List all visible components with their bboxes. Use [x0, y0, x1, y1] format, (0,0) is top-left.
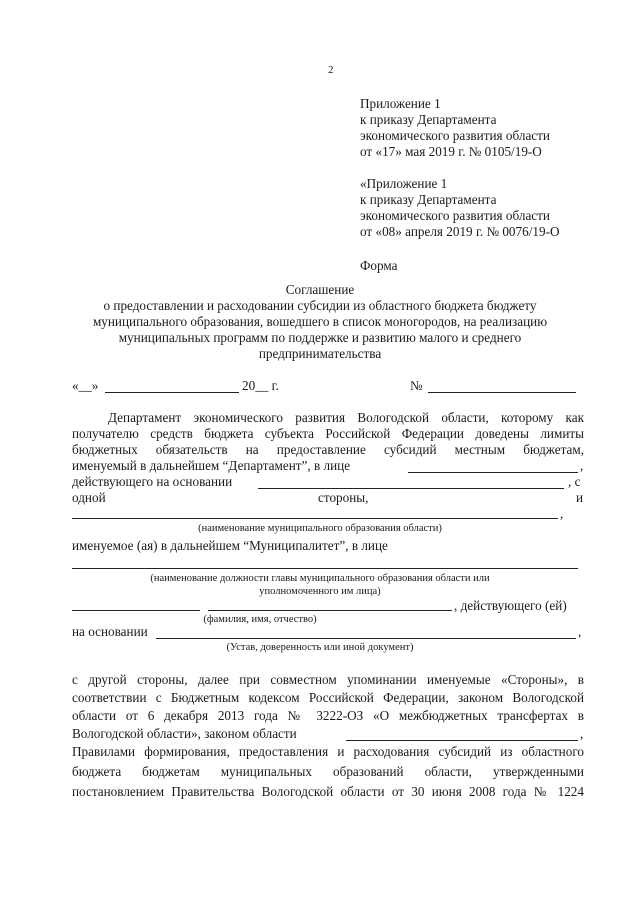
caption-municipality: (наименование муниципального образования области): [198, 523, 442, 534]
acting-text: , действующего (ей): [454, 598, 567, 613]
title-line3: муниципальных программ по поддержке и развитию малого и среднего: [118, 330, 522, 345]
para2-line6: бюджета бюджетам муниципальных образований области, утвержденными: [72, 764, 584, 779]
para1-line1: Департамент экономического развития Вологодской области, которому как: [108, 410, 584, 425]
municipality-name-blank[interactable]: [72, 518, 558, 519]
para2-line3: области от 6 декабря 2013 года № 3222-ОЗ «О межбюджетных трансфертах в: [72, 708, 584, 723]
title-line2: муниципального образования, вошедшего в список моногородов, на реализацию: [92, 314, 548, 329]
date-year: 20__ г.: [242, 378, 279, 393]
para1-line6-b: стороны,: [318, 490, 369, 505]
basis-comma: ,: [578, 624, 582, 639]
header1-line2: к приказу Департамента: [360, 112, 497, 127]
para2-line5: Правилами формирования, предоставления и расходования субсидий из областного: [72, 744, 584, 759]
form-label: Форма: [360, 258, 398, 273]
number-sign: №: [410, 378, 423, 393]
para1-line6-a: одной: [72, 490, 106, 505]
header1-line3: экономического развития области: [360, 128, 550, 143]
basis-document-blank[interactable]: [156, 638, 576, 639]
basis-label: на основании: [72, 624, 148, 639]
caption-fio: (фамилия, имя, отчество): [203, 614, 317, 625]
date-day: «__»: [72, 378, 99, 393]
caption-basis: (Устав, доверенность или иной документ): [226, 642, 414, 653]
para1-line5-end: , с: [568, 474, 581, 489]
law-blank[interactable]: [346, 740, 578, 741]
para1-line4-comma: ,: [580, 458, 584, 473]
fio-blank-left[interactable]: [72, 610, 200, 611]
caption-head-line1: (наименование должности главы муниципального образования области или: [150, 573, 490, 584]
para1-line6-c: и: [576, 490, 584, 505]
basis-blank[interactable]: [258, 488, 564, 489]
para2-line1: с другой стороны, далее при совместном упоминании именуемые «Стороны», в: [72, 672, 584, 687]
municipality-line-comma: ,: [560, 506, 564, 521]
caption-head-line2: уполномоченного им лица): [259, 586, 381, 597]
title-main: Соглашение: [285, 282, 355, 297]
header2-line2: к приказу Департамента: [360, 192, 497, 207]
para2-line7: постановлением Правительства Вологодской области от 30 июня 2008 года № 1224: [72, 784, 584, 799]
title-line4: предпринимательства: [258, 346, 382, 361]
page-number: 2: [328, 64, 334, 76]
header1-line1: Приложение 1: [360, 96, 441, 111]
para1-line3: бюджетных обязательств на предоставление субсидий местным бюджетам,: [72, 442, 584, 457]
fio-blank-right[interactable]: [208, 610, 452, 611]
header2-line3: экономического развития области: [360, 208, 550, 223]
para2-line2: соответствии с Бюджетным кодексом Российской Федерации, законом Вологодской: [72, 690, 584, 705]
representative-blank[interactable]: [408, 472, 578, 473]
para1-line2: получателю средств бюджета субъекта Российской Федерации доведены лимиты: [72, 426, 584, 441]
number-blank[interactable]: [428, 392, 576, 393]
para1-line4: именуемый в дальнейшем “Департамент”, в лице: [72, 458, 351, 473]
header1-line4: от «17» мая 2019 г. № 0105/19-О: [360, 144, 542, 159]
head-position-blank[interactable]: [72, 568, 578, 569]
municipalitet-text: именуемое (ая) в дальнейшем “Муниципалитет”, в лице: [72, 538, 388, 553]
para2-line4: Вологодской области», законом области: [72, 726, 297, 741]
header2-line1: «Приложение 1: [360, 176, 448, 191]
date-month-blank[interactable]: [105, 392, 239, 393]
header2-line4: от «08» апреля 2019 г. № 0076/19-О: [360, 224, 560, 239]
para2-line4-comma: ,: [580, 726, 584, 741]
title-line1: о предоставлении и расходовании субсидии из областного бюджета бюджету: [103, 298, 537, 313]
para1-line5: действующего на основании: [72, 474, 233, 489]
